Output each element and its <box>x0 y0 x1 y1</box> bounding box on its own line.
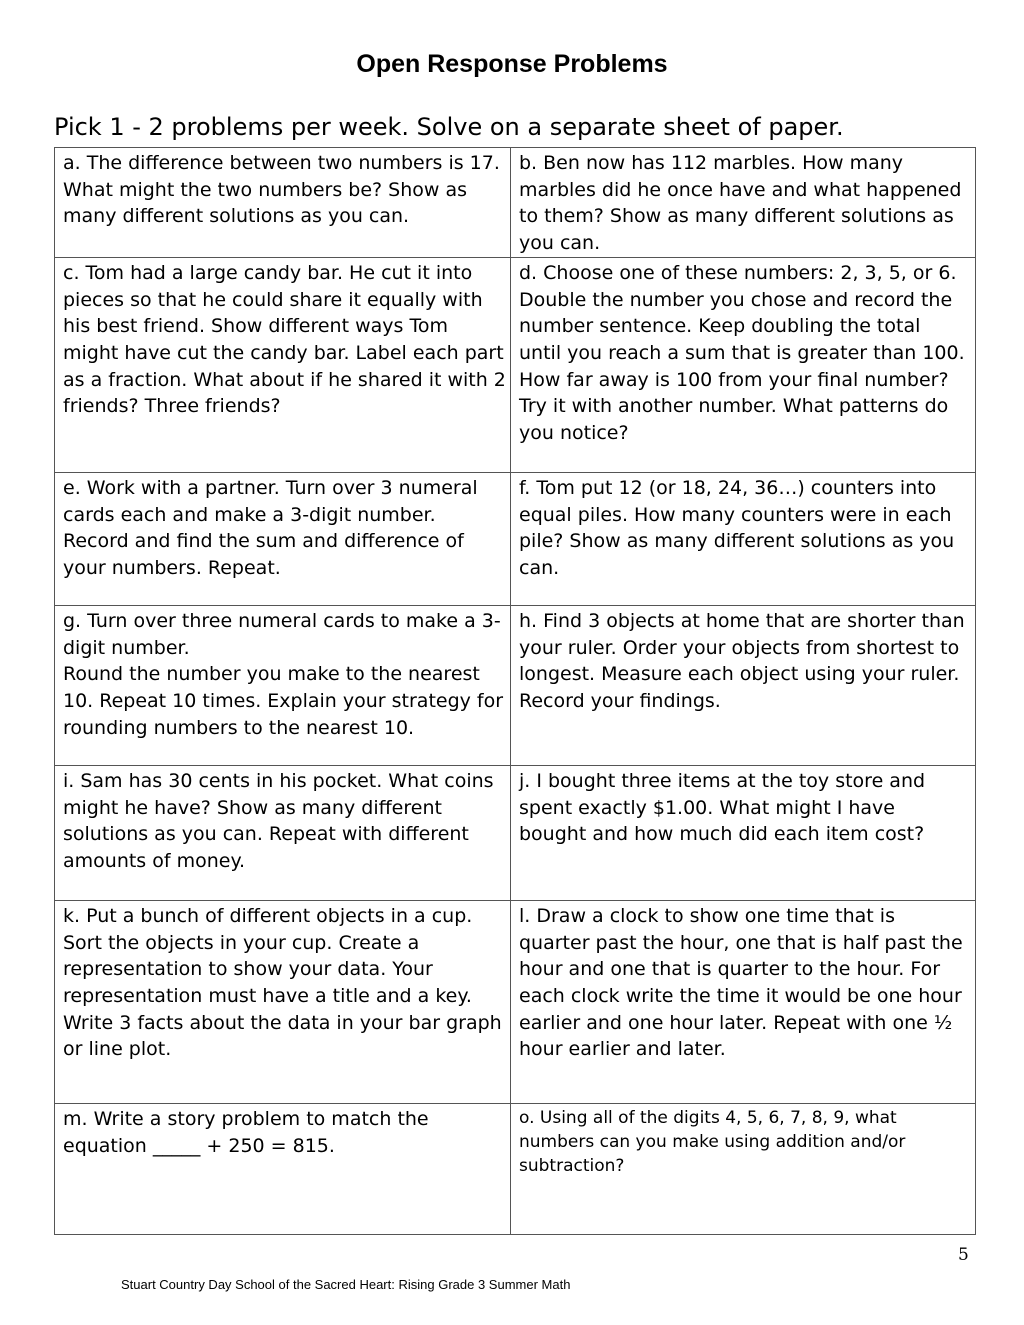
problem-f: f. Tom put 12 (or 18, 24, 36…) counters into equal piles. How many counters were in each pile? Show as many different solutions as you can. <box>511 472 976 605</box>
problem-e: e. Work with a partner. Turn over 3 numeral cards each and make a 3-digit number. Record and find the sum and difference of your numbers. Repeat. <box>55 472 511 605</box>
table-row <box>55 900 976 1103</box>
problem-h: h. Find 3 objects at home that are shorter than your ruler. Order your objects from shortest to longest. Measure each object using your ruler. Record your findings. <box>511 605 976 765</box>
instructions: Pick 1 - 2 problems per week. Solve on a separate sheet of paper. <box>54 113 844 141</box>
table-row <box>55 1103 976 1234</box>
table-row <box>55 257 976 472</box>
problem-i: i. Sam has 30 cents in his pocket. What coins might he have? Show as many different solutions as you can. Repeat with different amounts of money. <box>55 765 511 900</box>
page-number: 5 <box>958 1245 969 1265</box>
problem-c: c. Tom had a large candy bar. He cut it into pieces so that he could share it equally with his best friend. Show different ways Tom might have cut the candy bar. Label each part as a fraction. What about if he shared it with 2 friends? Three friends? <box>55 257 511 472</box>
problem-g: g. Turn over three numeral cards to make a 3-digit number. Round the number you make to the nearest 10. Repeat 10 times. Explain your strategy for rounding numbers to the nearest 10. <box>55 605 511 765</box>
table-row <box>55 605 976 765</box>
problem-b: b. Ben now has 112 marbles. How many marbles did he once have and what happened to them? Show as many different solutions as you can. <box>511 148 976 258</box>
problems-table <box>54 147 976 1235</box>
footer: Stuart Country Day School of the Sacred Heart: Rising Grade 3 Summer Math <box>121 1277 571 1292</box>
problem-d: d. Choose one of these numbers: 2, 3, 5, or 6. Double the number you chose and record the number sentence. Keep doubling the total until you reach a sum that is greater than 100. How far away is 100 from your final number? Try it with another number. What patterns do you notice? <box>511 257 976 472</box>
problem-a: a. The difference between two numbers is 17. What might the two numbers be? Show as many different solutions as you can. <box>55 148 511 258</box>
page-title: Open Response Problems <box>356 50 668 78</box>
problem-m: m. Write a story problem to match the equation _____ + 250 = 815. <box>55 1103 511 1234</box>
table-row <box>55 765 976 900</box>
table-row <box>55 472 976 605</box>
problem-o: o. Using all of the digits 4, 5, 6, 7, 8, 9, what numbers can you make using addition and/or subtraction? <box>511 1103 976 1234</box>
problem-l: l. Draw a clock to show one time that is quarter past the hour, one that is half past the hour and one that is quarter to the hour. For each clock write the time it would be one hour earlier and one hour later. Repeat with one ½ hour earlier and later. <box>511 900 976 1103</box>
problem-j: j. I bought three items at the toy store and spent exactly $1.00. What might I have bought and how much did each item cost? <box>511 765 976 900</box>
table-row <box>55 148 976 258</box>
problem-k: k. Put a bunch of different objects in a cup. Sort the objects in your cup. Create a representation to show your data. Your representation must have a title and a key. Write 3 facts about the data in your bar graph or line plot. <box>55 900 511 1103</box>
